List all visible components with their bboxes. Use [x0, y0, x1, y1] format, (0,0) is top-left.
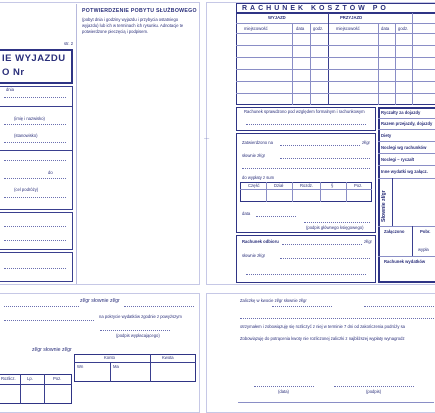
bv-4: [346, 182, 347, 202]
rule-1: [0, 106, 73, 107]
tr-5: [236, 93, 435, 94]
confirmation-text-3: potwierdzone pieczęcią i podpisem.: [82, 29, 149, 34]
sub-col-6: godz.: [398, 26, 409, 31]
sub-col-5: data: [381, 26, 390, 31]
tr-4: [236, 81, 435, 82]
title-line-1: IE WYJAZDU: [2, 53, 66, 64]
col-przyjazd: PRZYJAZD: [340, 15, 363, 20]
ry-rule-7: [378, 226, 435, 227]
bv-1: [266, 182, 267, 202]
transport-box: [0, 212, 73, 250]
receipt-label: Rachunek odbioru: [242, 239, 279, 244]
date-label: data: [242, 211, 251, 216]
receipt-sign[interactable]: [246, 274, 366, 275]
lp-sep-2: [44, 374, 45, 404]
field-line-1[interactable]: [4, 97, 66, 98]
do-wyplaty: do wypłaty z sum: [242, 175, 275, 180]
corner-number: str. 2: [64, 41, 74, 46]
label-do: do: [48, 170, 53, 175]
budget-col-4: §: [331, 183, 334, 188]
lb-field-1[interactable]: [4, 306, 79, 307]
receipt-line[interactable]: [282, 244, 362, 245]
sub-col-4: miejscowość: [336, 26, 360, 31]
field-line-3[interactable]: [4, 142, 66, 143]
approved-slownie-line[interactable]: [280, 158, 370, 159]
lb-line-4: zł/gr słownie zł/gr: [32, 347, 72, 353]
ry-rule-4: [378, 153, 435, 154]
lb-field-2[interactable]: [124, 306, 194, 307]
field-line-4[interactable]: [4, 160, 66, 161]
row-label-1: Rozlicz.: [1, 376, 16, 381]
konto-sep-2: [150, 354, 151, 382]
konto-sep-1: [110, 362, 111, 382]
zalaczono: Załączono: [384, 229, 405, 234]
ry-rule-6: [378, 178, 435, 179]
field-line-2[interactable]: [4, 124, 66, 125]
ry-rule-8: [378, 256, 435, 257]
rb-line-1: Zaliczkę w kwocie zł/gr słownie zł/gr: [240, 298, 307, 303]
ryczalt-3: Diety: [381, 133, 392, 138]
sig-line[interactable]: [304, 222, 370, 223]
field-line-8[interactable]: [4, 240, 66, 241]
wn-label: Wn: [77, 364, 84, 369]
ryczalt-2: Razem przejazdy, dojazdy: [381, 121, 433, 126]
right-bottom-form: [206, 293, 435, 413]
rule-2: [0, 150, 73, 151]
receipt-slownie: słownie zł/gr: [242, 253, 266, 258]
row-label-2: Lp.: [27, 376, 33, 381]
approved-slownie: słownie zł/gr: [242, 153, 266, 158]
tv-3: [328, 13, 329, 105]
bv-3: [320, 182, 321, 202]
travel-head-rule-2: [236, 33, 435, 34]
label-dnia: dnia: [6, 87, 14, 92]
ry-rule-3: [378, 141, 435, 142]
rb-bottom-rule: [238, 402, 434, 403]
zal-sep: [412, 226, 413, 256]
rachunek-wydatkow: Rachunek wydatków: [384, 259, 426, 264]
sub-col-1: miejscowość: [244, 26, 268, 31]
signature-label: (podpis głównego księgowego): [306, 225, 364, 230]
budget-col-3: Rozdz.: [300, 183, 314, 188]
lb-line-3: (podpis wypłacającego): [116, 333, 160, 338]
confirmation-text-1: (pobyt dnia i godziny wyjazdu i przybycia ostatniego: [82, 17, 179, 22]
receipt-slownie-line[interactable]: [280, 258, 370, 259]
field-line-5[interactable]: [4, 178, 66, 179]
title-line-2: O Nr: [2, 67, 25, 78]
ry-rule-2: [378, 129, 435, 130]
bv-2: [292, 182, 293, 202]
tr-1: [236, 45, 435, 46]
confirmation-divider: [76, 4, 77, 284]
rb-sig-date: (data): [278, 389, 289, 394]
field-line-9[interactable]: [4, 268, 66, 269]
approved-line[interactable]: [280, 145, 360, 146]
budget-col-5: Poz.: [354, 183, 363, 188]
tr-2: [236, 57, 435, 58]
konto-head: Konto: [104, 355, 115, 360]
wypl: wypła: [418, 247, 429, 252]
receipt-zl: zł/gr: [364, 239, 372, 244]
date-line[interactable]: [256, 216, 296, 217]
budget-head-rule: [240, 189, 372, 190]
ma-label: Ma: [113, 364, 119, 369]
tr-3: [236, 69, 435, 70]
label-position: (stanowisko): [14, 133, 38, 138]
rb-line-3: Zobowiązuję do potrącenia kwoty nie rozliczonej zaliczki z najbliższej wypłaty wynagrodz: [240, 336, 405, 341]
ryczalt-6: Inne wydatki wg załącz.: [381, 169, 428, 174]
lb-sign-line[interactable]: [100, 330, 170, 331]
rb-sig-sign: (podpis): [366, 389, 382, 394]
ry-rule-1: [378, 118, 435, 119]
sub-col-2: data: [296, 26, 305, 31]
rb-field-2[interactable]: [364, 306, 434, 307]
budget-col-2: Dział: [274, 183, 284, 188]
lp-sep-1: [20, 374, 21, 404]
rb-field-1[interactable]: [272, 306, 332, 307]
tv-6: [412, 13, 413, 105]
rb-line-2: otrzymałem i zobowiązuję się rozliczyć z niej w terminie 7 dni od zakończenia podróży sa: [240, 324, 406, 329]
lp-head-rule: [0, 384, 72, 385]
travel-head-rule-1: [236, 23, 435, 24]
kwota-head: Kwota: [162, 355, 174, 360]
row-label-3: Poz.: [53, 376, 62, 381]
slownie-col: [392, 178, 393, 226]
sub-col-3: godz.: [313, 26, 324, 31]
checked-text: Rachunek sprawdzono pod względem formalnym i rachunkowym: [244, 109, 365, 114]
lb-line-2: na pokrycie wydatków zgodnie z powyższym: [99, 314, 182, 319]
konto-head-rule: [74, 362, 196, 363]
lb-field-3[interactable]: [4, 320, 94, 321]
checked-sign[interactable]: [246, 124, 366, 125]
konto-table: [74, 354, 196, 382]
field-line-6[interactable]: [4, 197, 66, 198]
advance-box: [0, 252, 73, 282]
field-line-7[interactable]: [4, 226, 66, 227]
approved-label: Zatwierdzono na: [242, 140, 273, 145]
rachunek-title: RACHUNEK KOSZTÓW PO: [242, 5, 389, 12]
ryczalt-5: Noclegi – ryczałt: [381, 157, 415, 162]
rb-sign-2[interactable]: [334, 386, 414, 387]
rb-field-3[interactable]: [240, 318, 434, 319]
ryczalt-4: Noclegi wg rachunków: [381, 145, 427, 150]
budget-col-1: Część: [248, 183, 260, 188]
approved-line-2[interactable]: [242, 168, 370, 169]
label-purpose: (cel podróży): [14, 187, 39, 192]
ryczalt-1: Ryczałty za dojazdy: [381, 110, 421, 115]
label-name: (imię i nazwisko): [14, 116, 45, 121]
ry-rule-5: [378, 165, 435, 166]
slownie-vertical: Słownie zł/gr: [381, 190, 387, 222]
pobr: Pobr.: [420, 229, 431, 234]
lb-line-1: zł/gr słownie zł/gr: [80, 298, 120, 304]
rb-sign-1[interactable]: [254, 386, 314, 387]
col-wyjazd: WYJAZD: [268, 15, 286, 20]
approved-zl: zł/gr: [362, 140, 370, 145]
confirmation-title: POTWIERDZENIE POBYTU SŁUŻBOWEGO: [82, 8, 197, 14]
vertical-note: │: [204, 137, 209, 140]
confirmation-text-2: wyjazdu) lub ich w terminach ich rysunku. Adnotacje te: [82, 23, 184, 28]
